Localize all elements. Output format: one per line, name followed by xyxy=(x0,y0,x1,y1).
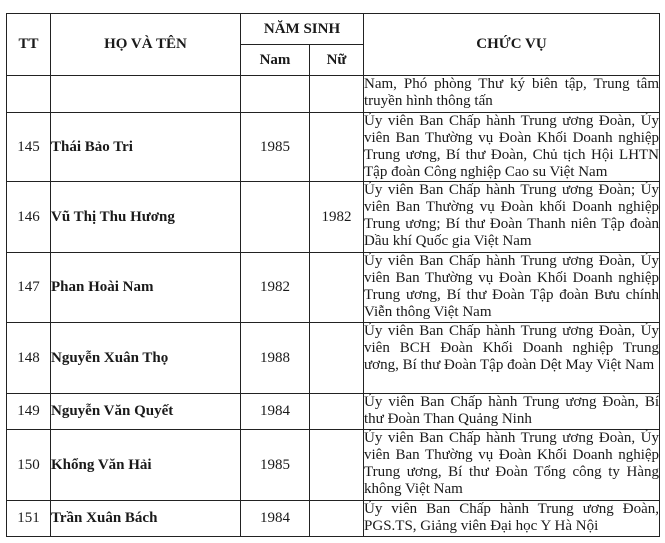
header-birth-year: NĂM SINH xyxy=(241,14,364,45)
member-table xyxy=(6,13,660,537)
header-female: Nữ xyxy=(310,45,364,76)
row-position-cell: Ủy viên Ban Chấp hành Trung ương Đoàn, PGS.TS, Giảng viên Đại học Y Hà Nội xyxy=(364,501,660,537)
row-position-cell: Ủy viên Ban Chấp hành Trung ương Đoàn; Ủy viên Ban Thường vụ Đoàn khối Doanh nghiệp Trung ương; Bí thư Đoàn Thanh niên Tập đoàn Dầu khí Quốc gia Việt Nam xyxy=(364,182,660,253)
header-name: HỌ VÀ TÊN xyxy=(51,14,241,76)
table-row xyxy=(7,113,660,182)
row-male-cell: 1988 xyxy=(241,323,310,394)
row-position-cell: Ủy viên Ban Chấp hành Trung ương Đoàn, Bí thư Đoàn Than Quảng Ninh xyxy=(364,394,660,430)
row-male-cell xyxy=(241,76,310,113)
row-male-cell: 1982 xyxy=(241,253,310,323)
row-name-cell: Thái Bảo Tri xyxy=(51,113,241,182)
row-tt-cell xyxy=(7,76,51,113)
row-tt-cell: 150 xyxy=(7,430,51,501)
row-female-cell: 1982 xyxy=(310,182,364,253)
row-female-cell xyxy=(310,394,364,430)
row-male-cell: 1984 xyxy=(241,394,310,430)
header-tt: TT xyxy=(7,14,51,76)
table-row xyxy=(7,430,660,501)
table-row xyxy=(7,501,660,537)
row-name-cell: Nguyễn Xuân Thọ xyxy=(51,323,241,394)
row-tt-cell: 149 xyxy=(7,394,51,430)
header-position: CHỨC VỤ xyxy=(364,14,660,76)
row-female-cell xyxy=(310,76,364,113)
row-position-cell: Ủy viên Ban Chấp hành Trung ương Đoàn, Ủy viên Ban Thường vụ Đoàn Khối Doanh nghiệp Trung ương, Bí thư Đoàn Tập đoàn Bưu chính Viễn thông Việt Nam xyxy=(364,253,660,323)
row-name-cell xyxy=(51,76,241,113)
row-name-cell: Phan Hoài Nam xyxy=(51,253,241,323)
row-female-cell xyxy=(310,113,364,182)
row-female-cell xyxy=(310,501,364,537)
table-row-continuation xyxy=(7,76,660,113)
header-male: Nam xyxy=(241,45,310,76)
row-position-cell: Ủy viên Ban Chấp hành Trung ương Đoàn, Ủy viên Ban Thường vụ Đoàn Khối Doanh nghiệp Trung ương, Bí thư Đoàn, Chủ tịch Hội LHTN Tập đoàn Công nghiệp Cao su Việt Nam xyxy=(364,113,660,180)
row-male-cell: 1985 xyxy=(241,430,310,501)
row-name-cell: Vũ Thị Thu Hương xyxy=(51,182,241,253)
row-female-cell xyxy=(310,253,364,323)
row-tt-cell: 145 xyxy=(7,113,51,182)
row-tt-cell: 148 xyxy=(7,323,51,394)
row-position-cell: Ủy viên Ban Chấp hành Trung ương Đoàn, Ủy viên BCH Đoàn Khối Doanh nghiệp Trung ương, Bí thư Đoàn Tập đoàn Dệt May Việt Nam xyxy=(364,323,660,394)
row-position-cell: Ủy viên Ban Chấp hành Trung ương Đoàn, Ủy viên Ban Thường vụ Đoàn Khối Doanh nghiệp Trung ương, Bí thư Đoàn Tổng công ty Hàng không Việt Nam xyxy=(364,430,660,501)
row-male-cell: 1984 xyxy=(241,501,310,537)
row-male-cell xyxy=(241,182,310,253)
row-female-cell xyxy=(310,323,364,394)
row-name-cell: Nguyễn Văn Quyết xyxy=(51,394,241,430)
table-row xyxy=(7,394,660,430)
row-female-cell xyxy=(310,430,364,501)
row-tt-cell: 147 xyxy=(7,253,51,323)
row-name-cell: Khổng Văn Hải xyxy=(51,430,241,501)
table-row xyxy=(7,253,660,323)
table-row xyxy=(7,323,660,394)
row-tt-cell: 151 xyxy=(7,501,51,537)
table-row xyxy=(7,182,660,253)
row-name-cell: Trần Xuân Bách xyxy=(51,501,241,537)
row-position-cell: Nam, Phó phòng Thư ký biên tập, Trung tâm truyền hình thông tấn xyxy=(364,76,660,113)
row-tt-cell: 146 xyxy=(7,182,51,253)
row-male-cell: 1985 xyxy=(241,113,310,182)
